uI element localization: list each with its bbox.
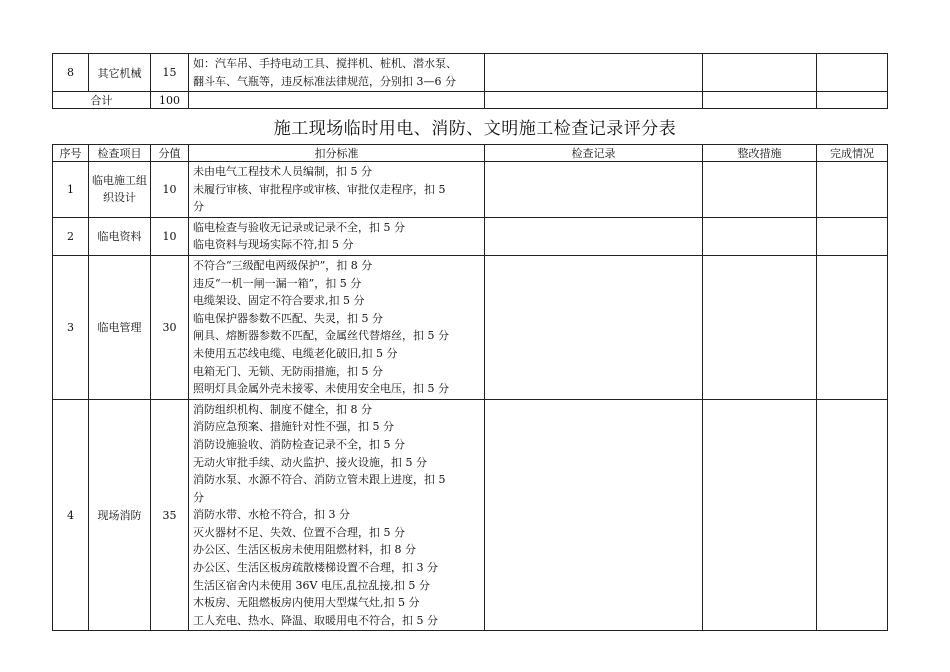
inspection-table [52,144,888,631]
check-item: 临电资料 [89,217,151,255]
standard-line: 翻斗车、气瓶等，违反标准法律规范，分别扣 3—6 分 [193,74,456,88]
total-label: 合计 [53,92,151,109]
standard-line: 不符合“三级配电两级保护”，扣 8 分 [193,258,373,272]
rectification-cell[interactable] [703,162,817,218]
standard-line: 消防水泵、水源不符合、消防立管未跟上进度，扣 5 [193,473,446,487]
total-score: 100 [151,92,189,109]
total-row [53,92,888,109]
completion-cell[interactable] [817,399,888,631]
standard-line: 未由电气工程技术人员编制，扣 5 分 [193,165,372,178]
standard-line: 消防水带、水枪不符合，扣 3 分 [193,508,350,522]
row-number: 2 [53,217,89,255]
standard-line: 未履行审核、审批程序或审核、审批仅走程序，扣 5 [193,182,446,196]
row-number: 3 [53,255,89,399]
table-row [53,399,888,631]
score: 10 [151,217,189,255]
deduction-standards [189,399,485,631]
rectification-cell[interactable] [703,54,817,92]
table-row [53,255,888,399]
check-item: 现场消防 [89,399,151,631]
completion-cell[interactable] [817,162,888,218]
header-standards: 扣分标准 [189,145,485,162]
standard-line: 工人充电、热水、降温、取暖用电不符合，扣 5 分 [193,613,438,627]
row-number: 4 [53,399,89,631]
standard-line: 消防应急预案、措施针对性不强，扣 5 分 [193,420,394,434]
standard-line: 临电检查与验收无记录或记录不全，扣 5 分 [193,220,405,234]
standard-line: 未使用五芯线电缆、电缆老化破旧,扣 5 分 [193,346,398,360]
standard-line: 消防设施验收、消防检查记录不全，扣 5 分 [193,437,405,451]
score: 30 [151,255,189,399]
standard-line: 灭火器材不足、失效、位置不合理，扣 5 分 [193,525,405,539]
check-record-cell[interactable] [485,162,703,218]
standard-line: 闸具、熔断器参数不匹配，金属丝代替熔丝，扣 5 分 [193,329,449,343]
score: 35 [151,399,189,631]
header-item: 检查项目 [89,145,151,162]
check-item: 临电施工组织设计 [89,162,151,218]
table-row [53,217,888,255]
table-row [53,54,888,92]
standard-line: 办公区、生活区板房未使用阻燃材料，扣 8 分 [193,543,416,557]
rectification-cell[interactable] [703,217,817,255]
rectification-cell[interactable] [703,399,817,631]
row-number: 1 [53,162,89,218]
check-record-cell[interactable] [485,399,703,631]
header-no: 序号 [53,145,89,162]
standard-line: 分 [193,490,204,504]
standard-line: 电缆架设、固定不符合要求,扣 5 分 [193,294,365,308]
check-record-cell[interactable] [485,217,703,255]
page-title: 施工现场临时用电、消防、文明施工检查记录评分表 [273,119,677,139]
deduction-standards [189,217,485,255]
standard-line: 办公区、生活区板房疏散楼梯设置不合理，扣 3 分 [193,561,438,575]
rectification-cell[interactable] [703,255,817,399]
table-row [53,162,888,218]
standard-line: 电箱无门、无锁、无防雨措施，扣 5 分 [193,364,383,378]
header-score: 分值 [151,145,189,162]
previous-section-table [52,53,888,109]
standard-line: 分 [193,200,204,214]
check-record-cell[interactable] [485,255,703,399]
standard-line: 无动火审批手续、动火监护、接火设施，扣 5 分 [193,455,427,469]
completion-cell[interactable] [817,217,888,255]
standard-line: 违反“一机一闸一漏一箱”，扣 5 分 [193,276,362,290]
deduction-standards [189,255,485,399]
standard-line: 照明灯具金属外壳未接零、未使用安全电压，扣 5 分 [193,382,449,396]
header-rectification: 整改措施 [703,145,817,162]
header-completion: 完成情况 [817,145,888,162]
row-number: 8 [53,54,89,92]
check-item: 临电管理 [89,255,151,399]
standard-line: 临电资料与现场实际不符,扣 5 分 [193,238,354,252]
standard-line: 临电保护器参数不匹配、失灵，扣 5 分 [193,311,383,325]
completion-cell[interactable] [817,54,888,92]
score: 10 [151,162,189,218]
completion-cell[interactable] [817,255,888,399]
standard-line: 消防组织机构、制度不健全，扣 8 分 [193,402,372,416]
header-record: 检查记录 [485,145,703,162]
check-record-cell[interactable] [485,54,703,92]
deduction-standards [189,54,485,92]
standard-line: 木板房、无阻燃板房内使用大型煤气灶,扣 5 分 [193,596,420,610]
standard-line: 生活区宿舍内未使用 36V 电压,乱拉乱接,扣 5 分 [193,578,430,592]
score: 15 [151,54,189,92]
header-row [53,145,888,162]
check-item: 其它机械 [89,54,151,92]
deduction-standards [189,162,485,218]
standard-line: 如：汽车吊、手持电动工具、搅拌机、桩机、潜水泵、 [193,57,457,70]
